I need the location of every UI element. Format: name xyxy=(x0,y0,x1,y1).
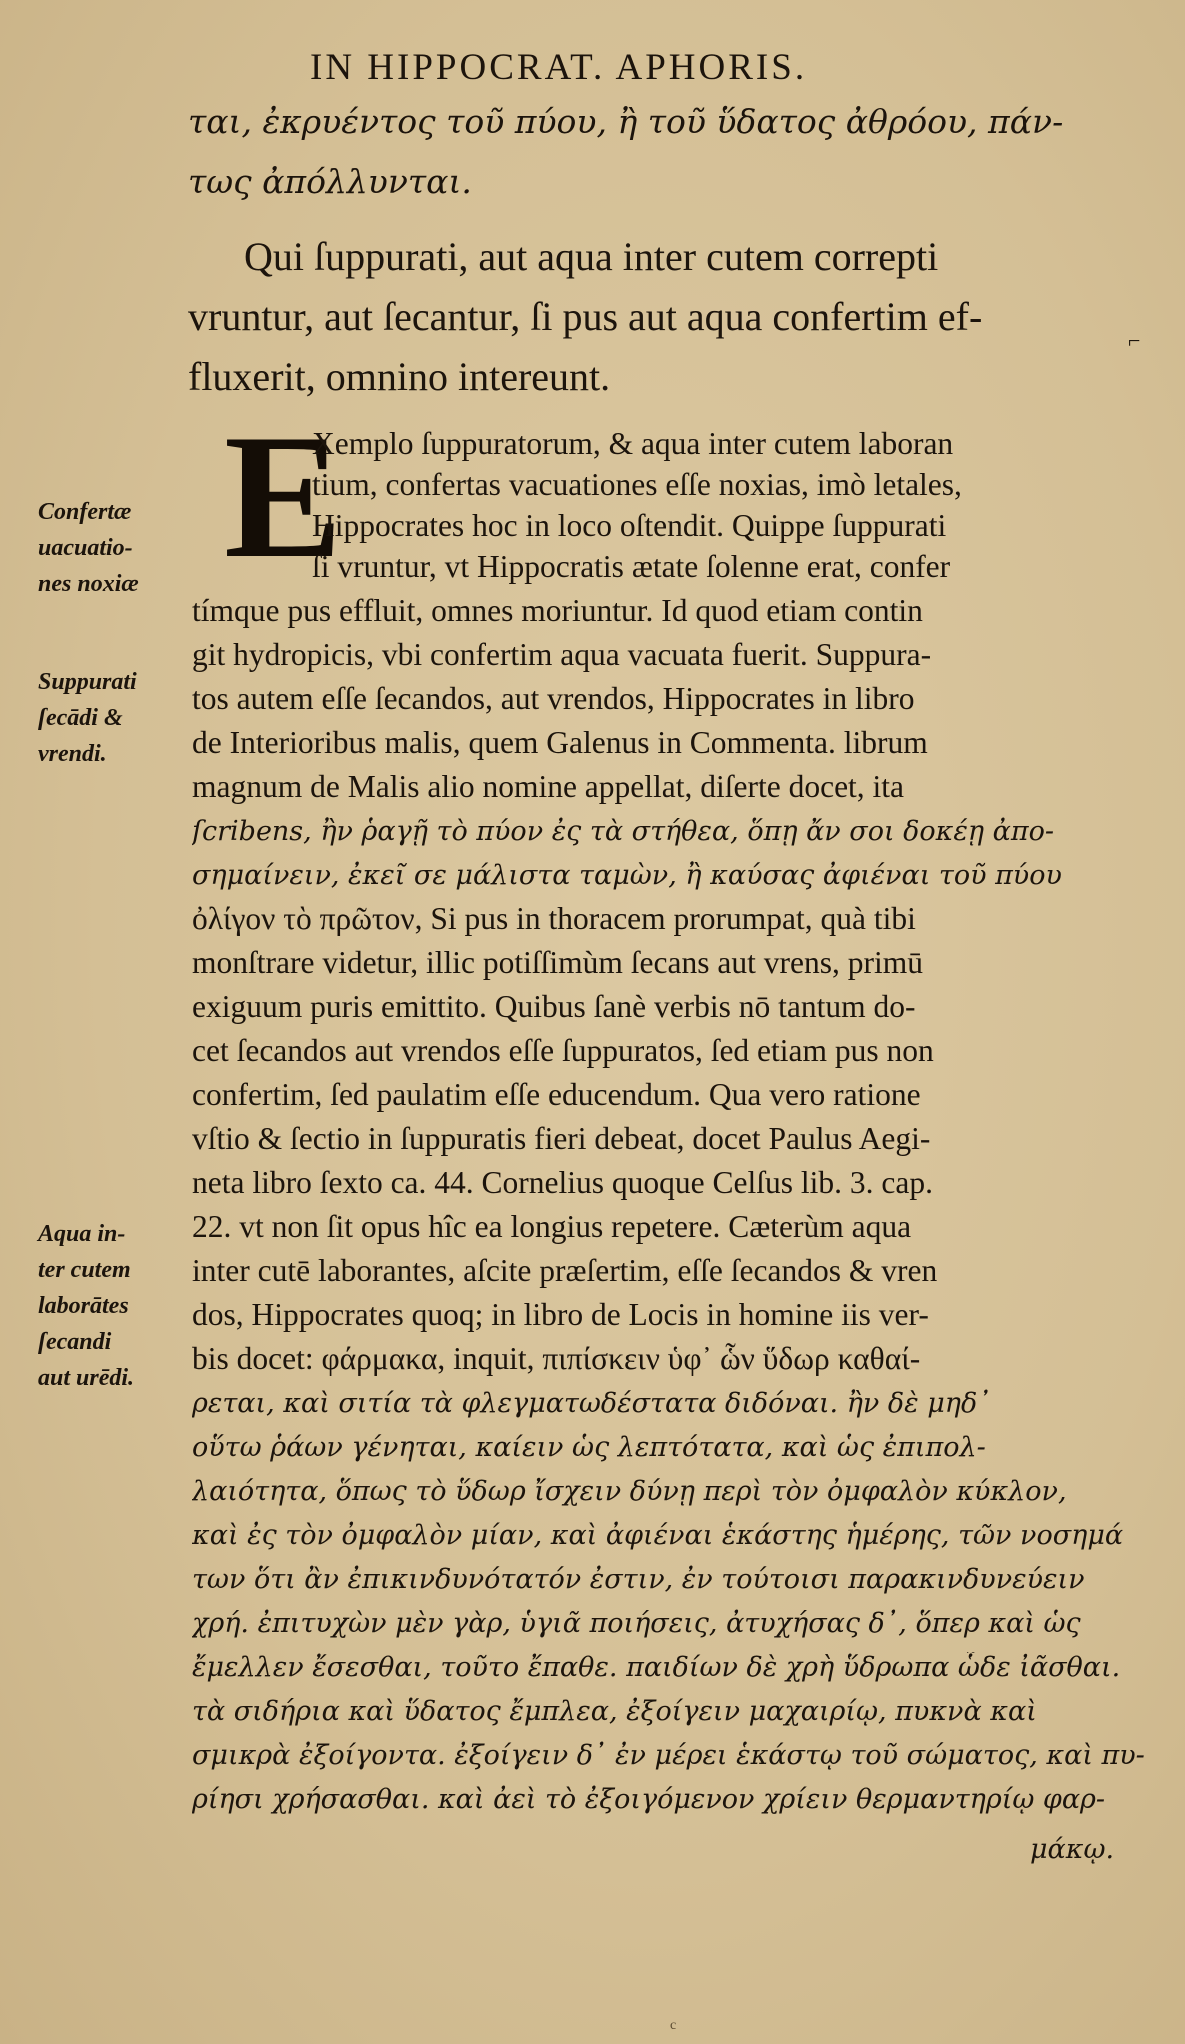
marginal-note-line: uacuatio- xyxy=(38,535,133,561)
commentary-line: ρίησι χρήσασθαι. καὶ ἀεὶ τὸ ἐξοιγόμενον χρίειν θερμαντηρίῳ φαρ- xyxy=(192,1784,1106,1815)
commentary-line: Hippocrates hoc in loco oſtendit. Quippe ſuppurati xyxy=(312,508,947,543)
commentary-line: οὕτω ῥάων γένηται, καίειν ὡς λεπτότατα, καὶ ὡς ἐπιπολ- xyxy=(192,1432,986,1463)
latin-aphorism-line: Qui ſuppurati, aut aqua inter cutem correpti xyxy=(244,234,939,279)
commentary-line: vſtio & ſectio in ſuppuratis fieri debeat, docet Paulus Aegi- xyxy=(192,1121,931,1156)
commentary-line: cet ſecandos aut vrendos eſſe ſuppuratos, ſed etiam pus non xyxy=(192,1033,934,1068)
commentary-line: ſcribens, ἢν ῥαγῇ τὸ πύον ἐς τὰ στήθεα, ὅπῃ ἄν σοι δοκέῃ ἀπο- xyxy=(192,816,1054,847)
commentary-line: confertim, ſed paulatim eſſe educendum. Qua vero ratione xyxy=(192,1077,921,1112)
commentary-line: ὀλίγον τὸ πρῶτον, Si pus in thoracem prorumpat, quà tibi xyxy=(192,901,916,936)
marginal-note xyxy=(38,664,137,772)
commentary-line: bis docet: φάρμακα, inquit, πιπίσκειν ὑφ᾽ ὧν ὕδωρ καθαί- xyxy=(192,1341,921,1376)
commentary-line: magnum de Malis alio nomine appellat, diſerte docet, ita xyxy=(192,769,905,804)
commentary-line: ἔμελλεν ἔσεσθαι, τοῦτο ἔπαθε. παιδίων δὲ χρὴ ὕδρωπα ὧδε ἰᾶσθαι. xyxy=(192,1652,1121,1683)
marginal-note-line: ſecandi xyxy=(38,1329,112,1355)
commentary-line: των ὅτι ἂν ἐπικινδυνότατόν ἐστιν, ἐν τούτοισι παρακινδυνεύειν xyxy=(192,1564,1085,1595)
commentary-line: ſi vruntur, vt Hippocratis ætate ſolenne erat, confer xyxy=(312,549,951,584)
commentary-line: καὶ ἐς τὸν ὀμφαλὸν μίαν, καὶ ἀφιέναι ἑκάστης ἡμέρης, τῶν νοσημά xyxy=(192,1520,1124,1551)
drop-capital: E xyxy=(224,397,343,595)
signature-mark: c xyxy=(670,2018,677,2033)
commentary-line: σμικρὰ ἐξοίγοντα. ἐξοίγειν δ᾽ ἐν μέρει ἑκάστῳ τοῦ σώματος, καὶ πυ- xyxy=(192,1740,1145,1771)
commentary-line: monſtrare videtur, illic potiſſimùm ſecans aut vrens, primū xyxy=(192,945,923,980)
marginal-note-line: laborātes xyxy=(38,1293,129,1319)
marginal-note-line: ſecādi & xyxy=(38,705,123,731)
commentary-line: git hydropicis, vbi confertim aqua vacuata fuerit. Suppura- xyxy=(192,637,932,672)
greek-aphorism-line: τως ἀπόλλυνται. xyxy=(188,162,472,201)
running-title: IN HIPPOCRAT. APHORIS. xyxy=(310,47,808,88)
marginal-note xyxy=(38,494,139,602)
commentary-line: neta libro ſexto ca. 44. Cornelius quoque Celſus lib. 3. cap. xyxy=(192,1165,933,1200)
marginal-note-line: ter cutem xyxy=(38,1257,131,1283)
marginal-note xyxy=(38,1216,134,1396)
commentary-line: tos autem eſſe ſecandos, aut vrendos, Hippocrates in libro xyxy=(192,681,915,716)
commentary-line: μάκῳ. xyxy=(1030,1834,1115,1865)
marginal-note-line: Aqua in- xyxy=(38,1221,126,1247)
latin-aphorism-line: fluxerit, omnino intereunt. xyxy=(188,354,611,399)
marginal-note-line: Confertæ xyxy=(38,499,132,525)
commentary-line: tium, confertas vacuationes eſſe noxias, imò letales, xyxy=(312,467,962,502)
commentary-line: de Interioribus malis, quem Galenus in Commenta. librum xyxy=(192,725,928,760)
commentary-line: inter cutē laborantes, aſcite præſertim, eſſe ſecandos & vren xyxy=(192,1253,938,1288)
commentary-line: χρή. ἐπιτυχὼν μὲν γὰρ, ὑγιᾶ ποιήσεις, ἀτυχήσας δ᾽, ὅπερ καὶ ὡς xyxy=(192,1608,1081,1639)
latin-aphorism-line: vruntur, aut ſecantur, ſi pus aut aqua confertim ef- xyxy=(188,294,983,339)
marginal-note-line: Suppurati xyxy=(38,669,137,695)
commentary-line: ρεται, καὶ σιτία τὰ φλεγματωδέστατα διδόναι. ἢν δὲ μηδ᾽ xyxy=(192,1388,991,1419)
marginal-note-line: aut urēdi. xyxy=(38,1365,135,1391)
commentary-line: Xemplo ſuppuratorum, & aqua inter cutem laboran xyxy=(312,426,954,461)
marginal-note-line: vrendi. xyxy=(38,741,107,767)
commentary-line: σημαίνειν, ἐκεῖ σε μάλιστα ταμὼν, ἢ καύσας ἀφιέναι τοῦ πύου xyxy=(192,860,1062,891)
commentary-line: dos, Hippocrates quoq; in libro de Locis in homine iis ver- xyxy=(192,1297,929,1332)
commentary-line: tímque pus effluit, omnes moriuntur. Id quod etiam contin xyxy=(192,593,923,628)
fleuron-mark: ⌐ xyxy=(1128,328,1141,353)
commentary-line: exiguum puris emittito. Quibus ſanè verbis nō tantum do- xyxy=(192,989,916,1024)
commentary-line: τὰ σιδήρια καὶ ὕδατος ἔμπλεα, ἐξοίγειν μαχαιρίῳ, πυκνὰ καὶ xyxy=(192,1696,1037,1727)
marginal-note-line: nes noxiæ xyxy=(38,571,139,597)
commentary-line: λαιότητα, ὅπως τὸ ὕδωρ ἴσχειν δύνῃ περὶ τὸν ὀμφαλὸν κύκλον, xyxy=(192,1476,1067,1507)
commentary-line: 22. vt non ſit opus hîc ea longius repetere. Cæterùm aqua xyxy=(192,1209,912,1244)
greek-aphorism-line: ται, ἐκρυέντος τοῦ πύου, ἢ τοῦ ὕδατος ἀθρόου, πάν- xyxy=(188,102,1064,141)
